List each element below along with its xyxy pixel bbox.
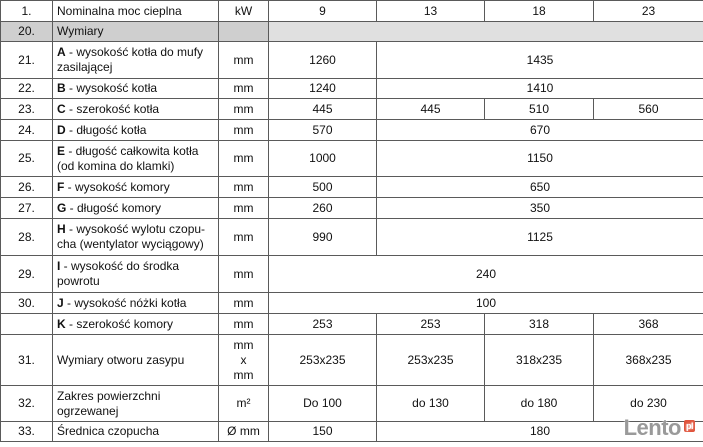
value-18kw: do 180 bbox=[485, 386, 594, 422]
value-23kw: 560 bbox=[594, 99, 703, 120]
row-description bbox=[53, 314, 219, 335]
value-13-23kw: 1125 bbox=[377, 219, 703, 256]
row-number: 23. bbox=[1, 99, 53, 120]
row-unit: mm bbox=[219, 198, 269, 219]
row-description bbox=[53, 79, 219, 99]
section-title: Wymiary bbox=[53, 22, 219, 42]
row-description bbox=[53, 198, 219, 219]
table-row bbox=[1, 422, 703, 442]
table-row bbox=[1, 256, 703, 293]
table-row bbox=[1, 198, 703, 219]
row-description bbox=[53, 42, 219, 79]
row-unit: kW bbox=[219, 1, 269, 22]
table-row bbox=[1, 141, 703, 177]
dimension-letter: J bbox=[57, 295, 64, 310]
row-number bbox=[1, 314, 53, 335]
row-description bbox=[53, 293, 219, 314]
value-13kw: 445 bbox=[377, 99, 485, 120]
value-9kw: Do 100 bbox=[269, 386, 377, 422]
dimension-letter: I bbox=[57, 259, 61, 273]
value-13-23kw: 670 bbox=[377, 120, 703, 141]
row-unit: mm bbox=[219, 120, 269, 141]
value-9kw: 990 bbox=[269, 219, 377, 256]
value-all-models: 100 bbox=[269, 293, 703, 314]
table-row bbox=[1, 42, 703, 79]
value-9kw: 260 bbox=[269, 198, 377, 219]
value-13kw: 253 bbox=[377, 314, 485, 335]
row-number: 1. bbox=[1, 1, 53, 22]
value-13-23kw: 350 bbox=[377, 198, 703, 219]
section-unit-cell bbox=[219, 22, 269, 42]
table-row bbox=[1, 177, 703, 198]
value-9kw: 500 bbox=[269, 177, 377, 198]
value-18kw: 318x235 bbox=[485, 335, 594, 386]
value-23kw: do 230 bbox=[594, 386, 703, 422]
description-text: - wysokość do środka powrotu bbox=[57, 259, 180, 288]
value-18kw: 510 bbox=[485, 99, 594, 120]
section-row bbox=[1, 22, 703, 42]
row-number: 30. bbox=[1, 293, 53, 314]
description-text: - wysokość nóżki kotła bbox=[63, 295, 187, 310]
table-row bbox=[1, 120, 703, 141]
row-unit: mm bbox=[219, 293, 269, 314]
row-unit: Ø mm bbox=[219, 422, 269, 442]
row-number: 33. bbox=[1, 422, 53, 442]
value-13-23kw: 1150 bbox=[377, 141, 703, 177]
row-description: Wymiary otworu zasypu bbox=[53, 335, 219, 386]
value-9kw: 1260 bbox=[269, 42, 377, 79]
value-13-23kw: 1435 bbox=[377, 42, 703, 79]
row-description bbox=[53, 219, 219, 256]
section-values-cell bbox=[269, 22, 703, 42]
row-number: 32. bbox=[1, 386, 53, 422]
table-row bbox=[1, 335, 703, 386]
row-unit: mm bbox=[219, 256, 269, 293]
description-text: - wysokość kotła do mufy zasilającej bbox=[57, 45, 204, 74]
value-13-23kw: 650 bbox=[377, 177, 703, 198]
description-text: - długość komory bbox=[66, 200, 162, 215]
dimension-letter: A bbox=[57, 45, 66, 59]
row-unit: mm bbox=[219, 79, 269, 99]
row-number: 26. bbox=[1, 177, 53, 198]
value-all-models: 240 bbox=[269, 256, 703, 293]
value-13kw: do 130 bbox=[377, 386, 485, 422]
table-row bbox=[1, 219, 703, 256]
row-number: 22. bbox=[1, 79, 53, 99]
description-text: - wysokość kotła bbox=[65, 81, 158, 95]
value-9kw: 1000 bbox=[269, 141, 377, 177]
watermark-text: Lento bbox=[623, 415, 681, 440]
table-row bbox=[1, 1, 703, 22]
dimension-letter: C bbox=[57, 101, 66, 116]
description-text: - szerokość komory bbox=[65, 316, 174, 331]
value-9kw: 253x235 bbox=[269, 335, 377, 386]
value-23kw: 23 bbox=[594, 1, 703, 22]
description-text: - wysokość wylotu czopu-cha (wentylator wyciągowy) bbox=[57, 222, 206, 251]
value-13-23kw: 1410 bbox=[377, 79, 703, 99]
value-13kw: 13 bbox=[377, 1, 485, 22]
watermark-badge: pl bbox=[686, 421, 693, 431]
dimension-letter: K bbox=[57, 316, 66, 331]
row-description bbox=[53, 141, 219, 177]
lento-watermark bbox=[624, 415, 695, 441]
value-9kw: 150 bbox=[269, 422, 377, 442]
row-unit: mm bbox=[219, 177, 269, 198]
row-unit: mm x mm bbox=[219, 335, 269, 386]
row-number: 29. bbox=[1, 256, 53, 293]
table-row bbox=[1, 99, 703, 120]
table-row bbox=[1, 293, 703, 314]
dimension-letter: H bbox=[57, 222, 66, 236]
row-description: Zakres powierzchni ogrzewanej bbox=[53, 386, 219, 422]
row-number: 20. bbox=[1, 22, 53, 42]
value-23kw: 368 bbox=[594, 314, 703, 335]
row-unit: mm bbox=[219, 314, 269, 335]
value-18kw: 18 bbox=[485, 1, 594, 22]
dimension-letter: G bbox=[57, 200, 67, 215]
row-unit: mm bbox=[219, 141, 269, 177]
description-text: - długość kotła bbox=[65, 122, 147, 137]
row-description bbox=[53, 256, 219, 293]
dimension-letter: D bbox=[57, 122, 66, 137]
row-number: 25. bbox=[1, 141, 53, 177]
row-unit: mm bbox=[219, 42, 269, 79]
row-description: Nominalna moc cieplna bbox=[53, 1, 219, 22]
description-text: - wysokość komory bbox=[64, 179, 170, 194]
value-13-23kw: 180 bbox=[377, 422, 703, 442]
value-9kw: 445 bbox=[269, 99, 377, 120]
row-number: 21. bbox=[1, 42, 53, 79]
description-text: - szerokość kotła bbox=[65, 101, 160, 116]
row-number: 24. bbox=[1, 120, 53, 141]
row-unit: m² bbox=[219, 386, 269, 422]
value-9kw: 1240 bbox=[269, 79, 377, 99]
row-description: Średnica czopucha bbox=[53, 422, 219, 442]
value-23kw: 368x235 bbox=[594, 335, 703, 386]
row-number: 31. bbox=[1, 335, 53, 386]
row-number: 28. bbox=[1, 219, 53, 256]
dimension-letter: F bbox=[57, 179, 65, 194]
table-row bbox=[1, 79, 703, 99]
row-description bbox=[53, 177, 219, 198]
row-number: 27. bbox=[1, 198, 53, 219]
dimension-letter: E bbox=[57, 143, 66, 158]
value-9kw: 9 bbox=[269, 1, 377, 22]
row-description bbox=[53, 120, 219, 141]
table-row bbox=[1, 386, 703, 422]
value-18kw: 318 bbox=[485, 314, 594, 335]
row-unit: mm bbox=[219, 219, 269, 256]
table-row bbox=[1, 314, 703, 335]
value-13kw: 253x235 bbox=[377, 335, 485, 386]
dimension-letter: B bbox=[57, 81, 66, 95]
row-description bbox=[53, 99, 219, 120]
value-9kw: 570 bbox=[269, 120, 377, 141]
value-9kw: 253 bbox=[269, 314, 377, 335]
row-unit: mm bbox=[219, 99, 269, 120]
description-text: - długość całkowita kotła (od komina do klamki) bbox=[57, 143, 199, 173]
